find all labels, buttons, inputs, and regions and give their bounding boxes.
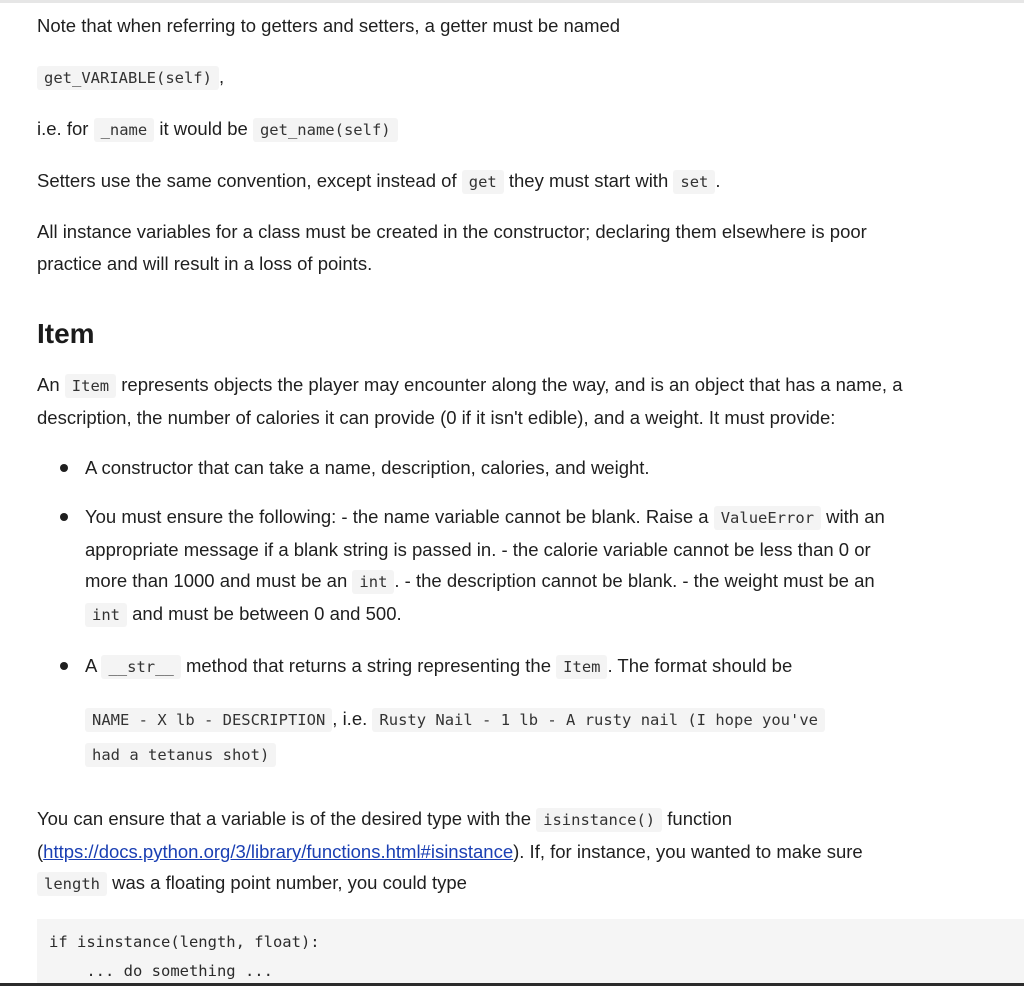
bullet-ensure-post-3: . - the description cannot be blank. - the weight must be an — [394, 570, 875, 591]
int-code: int — [85, 603, 127, 627]
bullet-dot — [60, 513, 68, 521]
str-method-code: __str__ — [101, 655, 180, 679]
top-border — [0, 0, 1024, 3]
valueerror-code: ValueError — [714, 506, 821, 530]
code-line-1: if isinstance(length, float): — [49, 933, 320, 951]
item-desc-line-2 — [37, 406, 835, 430]
isinstance-text-1: You can ensure that a variable is of the desired type with the — [37, 808, 531, 829]
instance-text-1: All instance variables for a class must be created in the constructor; declaring them elsewhere is poor — [37, 221, 867, 242]
item-desc-prefix: An — [37, 374, 60, 395]
bullet-str-ie: , i.e. — [332, 708, 368, 729]
item-heading: Item — [37, 318, 95, 349]
bullet-ensure-line-2 — [85, 538, 871, 562]
item-desc-text-2: description, the number of calories it can provide (0 if it isn't edible), and a weight. It must provide: — [37, 407, 836, 428]
example-code-1: Rusty Nail - 1 lb - A rusty nail (I hope you've — [372, 708, 825, 732]
item-desc-line-1 — [37, 373, 903, 398]
isinstance-paren-open: ( — [37, 841, 44, 862]
bullet-ensure-text-2: appropriate message if a blank string is passed in. - the calorie variable cannot be less than 0 or — [85, 539, 871, 560]
isinstance-post-2: ). If, for instance, you wanted to make sure — [513, 841, 863, 862]
bullet-dot — [60, 662, 68, 670]
instance-text-2: practice and will result in a loss of points. — [37, 253, 373, 274]
bullet-ensure-text-1: You must ensure the following: - the name variable cannot be blank. Raise a — [85, 506, 709, 527]
item-code: Item — [556, 655, 607, 679]
instance-line-2 — [37, 252, 372, 276]
bullet-str-line-1 — [85, 654, 792, 679]
item-desc-code: Item — [65, 374, 116, 398]
bullet-ensure-post-4: and must be between 0 and 500. — [132, 603, 402, 624]
getter-note-text: Note that when referring to getters and setters, a getter must be named — [37, 15, 621, 36]
getter-pattern-code: get_VARIABLE(self) — [37, 66, 219, 90]
bullet-ensure-line-4 — [85, 602, 402, 627]
example-getter-code: get_name(self) — [253, 118, 398, 142]
python-docs-link[interactable]: https://docs.python.org/3/library/functions.html#isinstance — [43, 841, 514, 862]
setter-line — [37, 169, 721, 194]
bullet-str-mid: method that returns a string representing the — [185, 655, 552, 676]
getter-example-line — [37, 117, 398, 142]
bullet-ensure-line-1 — [85, 505, 885, 530]
getter-note — [37, 14, 620, 38]
instance-line-1 — [37, 220, 867, 244]
isinstance-line-3 — [37, 871, 467, 896]
code-block — [37, 919, 1024, 983]
bullet-str-post: . The format should be — [607, 655, 793, 676]
example-code-2: had a tetanus shot) — [85, 743, 276, 767]
isinstance-line-2 — [37, 840, 863, 864]
getter-pattern-suffix: , — [218, 66, 225, 87]
bullet-str-pre: A — [85, 655, 97, 676]
code-line-2: ... do something ... — [49, 962, 273, 980]
example-mid: it would be — [159, 118, 248, 139]
bullet-ensure-text-3: more than 1000 and must be an — [85, 570, 348, 591]
int-code: int — [352, 570, 394, 594]
bullet-ensure-line-3 — [85, 569, 875, 594]
bullet-str-line-2 — [85, 707, 825, 732]
item-desc-rest: represents objects the player may encounter along the way, and is an object that has a name, a — [121, 374, 903, 395]
bullet-ensure-post-1: with an — [826, 506, 885, 527]
isinstance-post-1: function — [667, 808, 733, 829]
bullet-constructor — [85, 456, 650, 480]
format-code: NAME - X lb - DESCRIPTION — [85, 708, 332, 732]
bullet-dot — [60, 464, 68, 472]
getter-pattern-line — [37, 65, 224, 90]
isinstance-post-3: was a floating point number, you could type — [112, 872, 467, 893]
setter-get-code: get — [462, 170, 504, 194]
bullet-str-line-3 — [85, 742, 276, 767]
setter-text-3: . — [715, 170, 721, 191]
setter-text-2: they must start with — [508, 170, 669, 191]
setter-text-1: Setters use the same convention, except instead of — [37, 170, 457, 191]
isinstance-code: isinstance() — [536, 808, 662, 832]
isinstance-line-1 — [37, 807, 732, 832]
setter-set-code: set — [673, 170, 715, 194]
bullet-constructor-text: A constructor that can take a name, description, calories, and weight. — [85, 457, 650, 478]
example-var-code: _name — [94, 118, 155, 142]
length-code: length — [37, 872, 107, 896]
example-prefix: i.e. for — [37, 118, 89, 139]
